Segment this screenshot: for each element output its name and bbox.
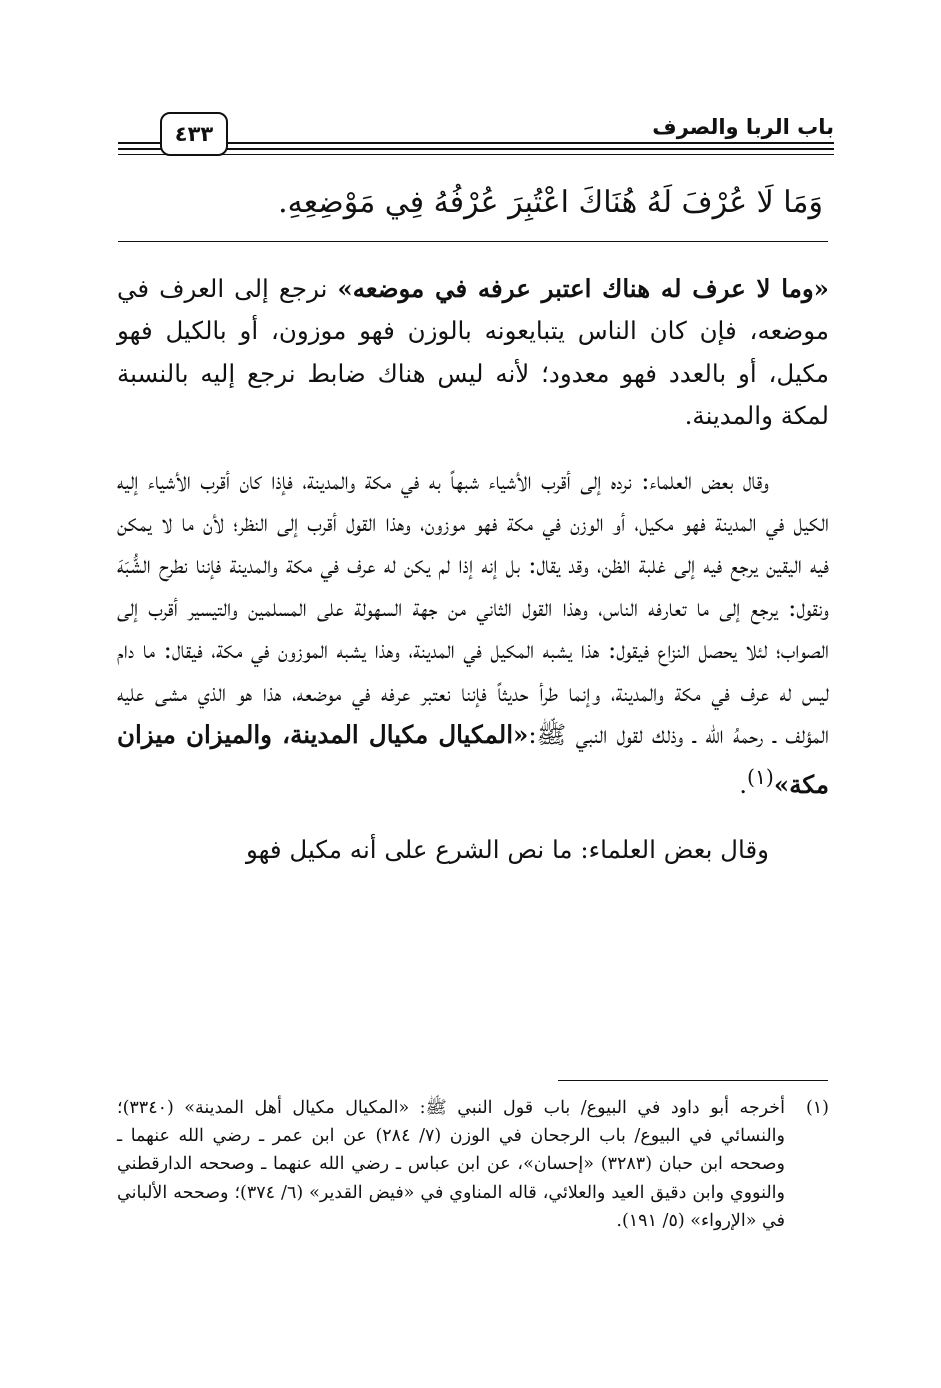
footnote-reference: (١) [746,765,774,790]
header-rule [118,154,834,155]
paragraph-text: نرجع إلى العرف في موضعه، فإن كان الناس يتبايعونه بالوزن فهو موزون، أو بالكيل فهو مكيل، أو بالعدد فهو معدود؛ لأنه ليس هناك ضابط نرجع إليه بالنسبة لمكة والمدينة. [117,274,829,431]
page-number: ٤٣٣ [160,112,228,156]
footnote-text: أخرجه أبو داود في البيوع/ باب قول النبي ﷺ: «المكيال مكيال أهل المدينة» (٣٣٤٠)؛ والنسائي في البيوع/ باب الرجحان في الوزن (٧/ ٢٨٤) عن ابن عمر ـ رضي الله عنهما ـ وصححه ابن حبان (٣٢٨٣) «إحسان»، عن ابن عباس ـ رضي الله عنهما ـ وصححه الدارقطني والنووي وابن دقيق العيد والعلائي، قاله المناوي في «فيض القدير» (٦/ ٣٧٤)؛ وصححه الألباني في «الإرواء» (٥/ ١٩١). [117,1098,785,1231]
hadith-quote: «المكيال مكيال المدينة، والميزان ميزان مكة» [117,720,829,800]
paragraph [117,460,829,807]
footnote-marker: (١) [805,1098,829,1118]
chapter-title: باب الربا والصرف [642,114,834,140]
running-header [118,112,834,160]
paragraph [117,829,829,871]
paragraph [117,268,829,438]
paragraph-text: وقال بعض العلماء: ما نص الشرع على أنه مكيل فهو [245,835,769,865]
matn-divider [118,241,828,242]
paragraph-end: . [739,770,747,800]
footnote-divider [558,1080,828,1081]
paragraph-text: وقال بعض العلماء: نرده إلى أقرب الأشياء شبهاً به في مكة والمدينة، فإذا كان أقرب الأشياء إليه الكيل في المدينة فهو مكيل، أو الوزن في مكة فهو موزون، وهذا القول أقرب إلى النظر؛ لأن ما لا يمكن فيه اليقين يرجع فيه إلى غلبة الظن، وقد يقال: بل إنه إذا لم يكن له عرف في مكة والمدينة فإننا نطرح الشُّبَهَ ونقول: يرجع إلى ما تعارفه الناس، وهذا القول الثاني من جهة السهولة على المسلمين والتيسير أقرب إلى الصواب؛ لئلا يحصل النزاع فيقول: هذا يشبه المكيل في المدينة، وهذا يشبه الموزون في مكة، فيقال: ما دام ليس له عرف في مكة والمدينة، وإنما طرأ حديثاً فإننا نعتبر عرفه في موضعه، هذا هو الذي مشى عليه المؤلف ـ رحمهُ الله ـ وذلك لقول النبي ﷺ: [117,465,829,750]
footnote [117,1094,829,1235]
matn-verse: وَمَا لَا عُرْفَ لَهُ هُنَاكَ اعْتُبِرَ عُرْفُهُ فِي مَوْضِعِهِ. [278,185,823,220]
quoted-matn: «وما لا عرف له هناك اعتبر عرفه في موضعه» [337,274,829,303]
commentary-body [117,268,829,871]
